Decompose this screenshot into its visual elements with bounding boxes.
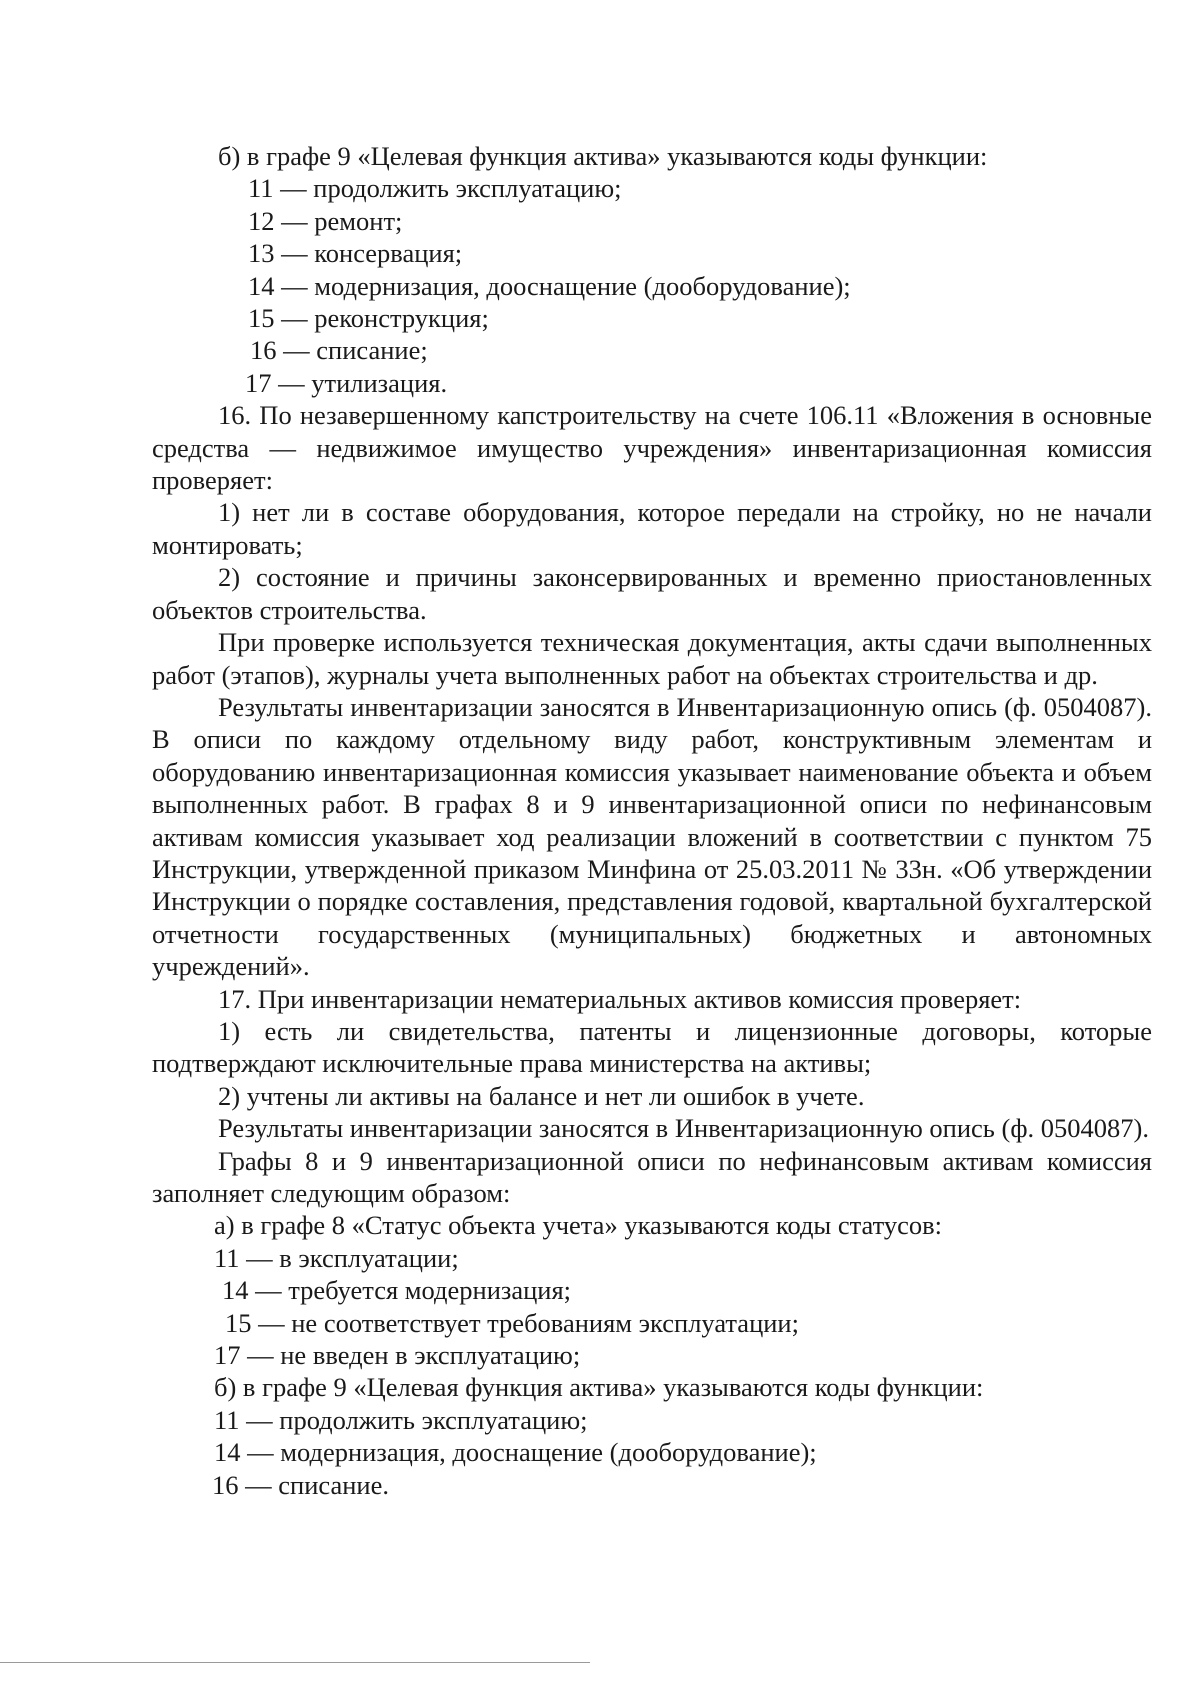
section-a-item: 15 — не соответствует требованиям эксплуатации; <box>225 1307 799 1338</box>
item-16-results: Результаты инвентаризации заносятся в Инвентаризационную опись (ф. 0504087). В описи по каждому отдельному виду работ, конструктивным элементам и оборудованию инвентаризационная комиссия указывает наименование объекта и объем выполненных работ. В графах 8 и 9 инвентаризационной описи по нефинансовым активам комиссия указывает ход реализации вложений в соответствии с пунктом 75 Инструкции, утвержденной приказом Минфина от 25.03.2011 № 33н. «Об утверждении Инструкции о порядке составления, представления годовой, квартальной бухгалтерской отчетности государственных (муниципальных) бюджетных и автономных учреждений». <box>152 691 1152 982</box>
item-16-intro: 16. По незавершенному капстроительству на счете 106.11 «Вложения в основные средства — недвижимое имущество учреждения» инвентаризационная комиссия проверяет: <box>152 400 1152 496</box>
item-16-point-1: 1) нет ли в составе оборудования, которое передали на стройку, но не начали монтировать; <box>152 497 1152 560</box>
item-16-docs: При проверке используется техническая документация, акты сдачи выполненных работ (этапов), журналы учета выполненных работ на объектах строительства и др. <box>152 627 1152 690</box>
section-b1-heading: б) в графе 9 «Целевая функция актива» указываются коды функции: <box>218 141 988 171</box>
section-b1-item: 13 — консервация; <box>248 238 463 269</box>
item-16-point-2: 2) состояние и причины законсервированных и временно приостановленных объектов строительства. <box>152 562 1152 625</box>
section-b2-item: 16 — списание. <box>212 1469 389 1500</box>
item-17-results: Результаты инвентаризации заносятся в Инвентаризационную опись (ф. 0504087). <box>218 1113 1149 1144</box>
item-17-columns: Графы 8 и 9 инвентаризационной описи по нефинансовым активам комиссия заполняет следующим образом: <box>152 1145 1152 1208</box>
section-a-item: 11 — в эксплуатации; <box>214 1242 459 1273</box>
section-a-item: 17 — не введен в эксплуатацию; <box>214 1340 581 1371</box>
item-17-point-2: 2) учтены ли активы на балансе и нет ли ошибок в учете. <box>218 1080 865 1111</box>
section-b2-heading: б) в графе 9 «Целевая функция актива» указываются коды функции: <box>214 1372 984 1403</box>
section-a-item: 14 — требуется модернизация; <box>222 1275 572 1306</box>
item-17-intro: 17. При инвентаризации нематериальных активов комиссия проверяет: <box>218 983 1022 1014</box>
section-b1-item: 15 — реконструкция; <box>248 303 489 334</box>
section-b1-item: 12 — ремонт; <box>248 205 403 236</box>
section-b1-item: 17 — утилизация. <box>245 367 448 398</box>
section-b1-item: 14 — модернизация, дооснащение (дооборудование); <box>248 270 851 301</box>
section-a-heading: а) в графе 8 «Статус объекта учета» указываются коды статусов: <box>214 1210 942 1241</box>
item-17-point-1: 1) есть ли свидетельства, патенты и лицензионные договоры, которые подтверждают исключительные права министерства на активы; <box>152 1015 1152 1079</box>
document-body <box>152 140 1152 1501</box>
section-b2-item: 11 — продолжить эксплуатацию; <box>214 1404 588 1435</box>
section-b2-item: 14 — модернизация, дооснащение (дооборудование); <box>214 1437 817 1468</box>
footer-divider <box>0 1662 590 1663</box>
section-b1-item: 11 — продолжить эксплуатацию; <box>248 173 622 204</box>
section-b1-item: 16 — списание; <box>250 335 428 366</box>
